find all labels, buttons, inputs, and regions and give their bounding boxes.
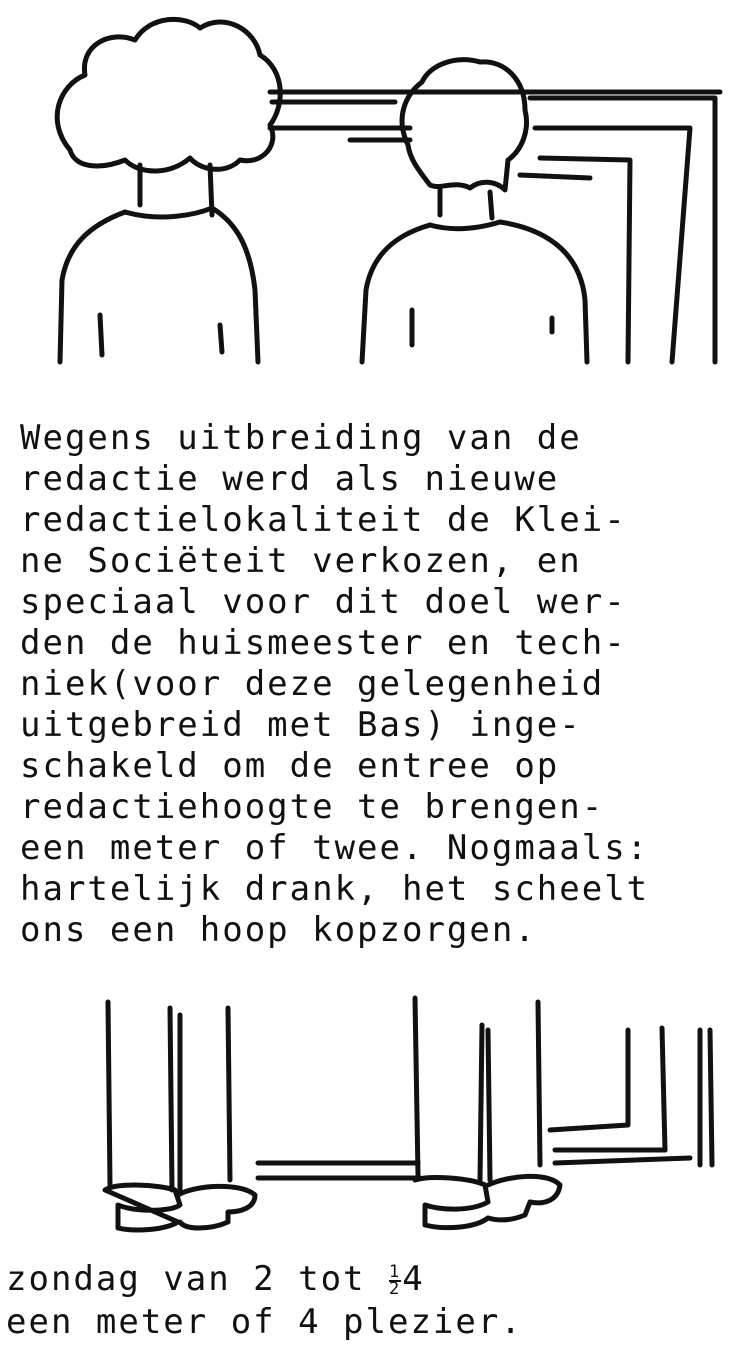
text-line: een meter of twee. Nogmaals: <box>20 828 650 868</box>
text-line: redactiehoogte te brengen- <box>20 787 605 827</box>
caption-line-schedule <box>6 1258 736 1301</box>
text-line: hartelijk drank, het scheelt <box>20 869 650 909</box>
body-text <box>20 418 735 951</box>
text-line: speciaal voor dit doel wer- <box>20 582 627 622</box>
fraction-denominator: 2 <box>389 1278 402 1299</box>
text-line: uitgebreid met Bas) inge- <box>20 705 582 745</box>
caption <box>6 1258 736 1344</box>
fraction-half <box>389 1261 402 1299</box>
caption-suffix: 4 <box>402 1259 425 1299</box>
bottom-illustration <box>0 990 741 1240</box>
fraction-numerator: 1 <box>389 1261 402 1282</box>
caption-prefix: zondag van 2 tot <box>6 1259 388 1299</box>
text-line: redactielokaliteit de Klei- <box>20 500 627 540</box>
text-line: schakeld om de entree op <box>20 746 560 786</box>
text-line: Wegens uitbreiding van de <box>20 418 582 458</box>
text-line: ons een hoop kopzorgen. <box>20 910 537 950</box>
top-illustration <box>0 0 741 380</box>
caption-line-meter: een meter of 4 plezier. <box>6 1302 523 1342</box>
text-line: den de huismeester en tech- <box>20 623 627 663</box>
text-line: redactie werd als nieuwe <box>20 459 560 499</box>
text-line: ne Sociëteit verkozen, en <box>20 541 582 581</box>
text-line: niek(voor deze gelegenheid <box>20 664 605 704</box>
